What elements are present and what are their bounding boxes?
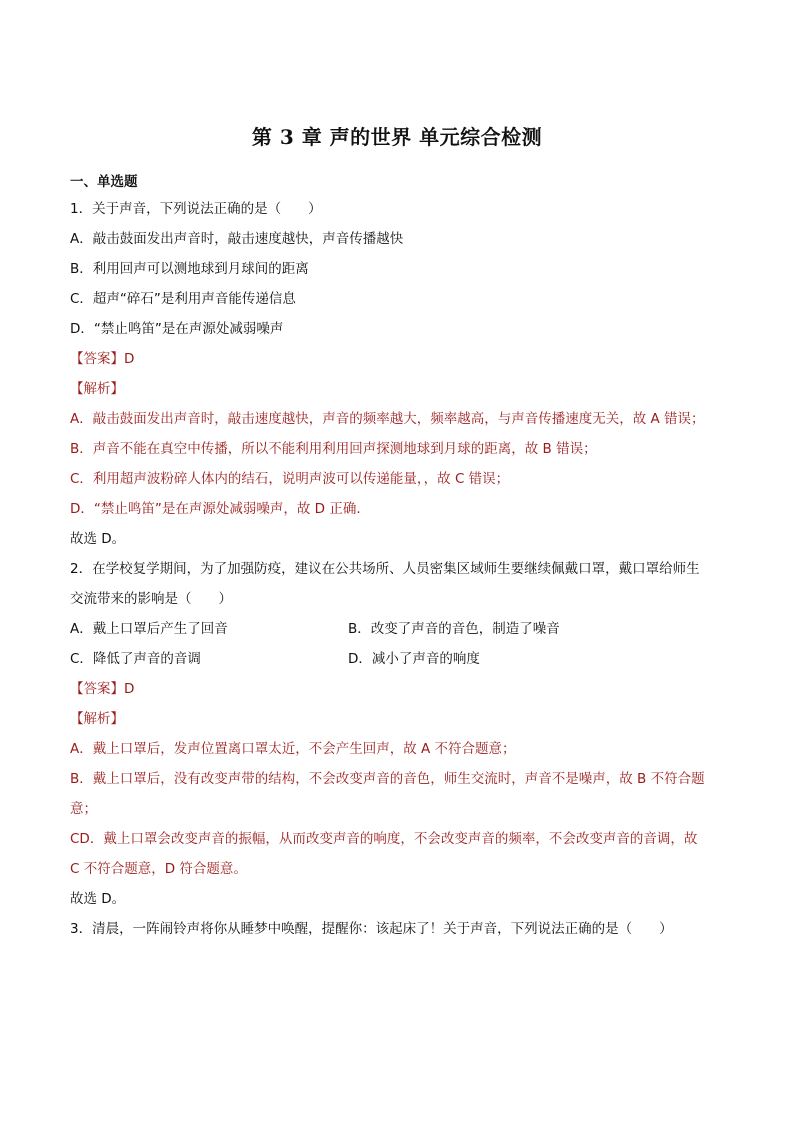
q2-option-d: D．减小了声音的响度 [348,651,480,667]
q2-analysis-a: A．戴上口罩后，发声位置离口罩太近，不会产生回声，故 A 不符合题意； [70,741,516,757]
q1-option-a: A．敲击鼓面发出声音时，敲击速度越快，声音传播越快 [70,231,404,247]
document-body [70,170,730,944]
q1-answer: 【答案】D [70,351,135,367]
section-heading: 一、单选题 [70,174,138,190]
q2-options-row1 [70,614,730,644]
q1-conclusion: 故选 D。 [70,531,126,547]
q2-option-b: B．改变了声音的音色，制造了噪音 [348,621,560,637]
q2-stem-line1: 2．在学校复学期间，为了加强防疫，建议在公共场所、人员密集区域师生要继续佩戴口罩，戴口罩给师生 [70,561,700,577]
page-title: 第 3 章 声的世界 单元综合检测 [251,125,543,149]
q1-analysis-c: C．利用超声波粉碎人体内的结石，说明声波可以传递能量，，故 C 错误； [70,471,510,487]
q2-options-row2 [70,644,730,674]
q2-analysis-label: 【解析】 [70,711,124,727]
q1-option-b: B．利用回声可以测地球到月球间的距离 [70,261,309,277]
q1-analysis-a: A．敲击鼓面发出声音时，敲击速度越快，声音的频率越大，频率越高，与声音传播速度无关，故 A 错误； [70,411,705,427]
q2-analysis-b-line2: 意； [70,801,97,817]
q1-analysis-label: 【解析】 [70,381,124,397]
q1-option-c: C．超声“碎石”是利用声音能传递信息 [70,291,296,307]
q2-option-a: A．戴上口罩后产生了回音 [70,621,228,637]
q3-stem: 3．清晨，一阵闹铃声将你从睡梦中唤醒，提醒你：该起床了！关于声音，下列说法正确的是（ ） [70,921,673,937]
q2-option-c: C．降低了声音的音调 [70,651,201,667]
q1-option-d: D．“禁止鸣笛”是在声源处减弱噪声 [70,321,284,337]
q2-analysis-cd-line1: CD．戴上口罩会改变声音的振幅，从而改变声音的响度，不会改变声音的频率，不会改变声音的音调，故 [70,831,698,847]
q1-stem: 1．关于声音，下列说法正确的是（ ） [70,201,322,217]
q2-analysis-b-line1: B．戴上口罩后，没有改变声带的结构，不会改变声音的音色，师生交流时，声音不是噪声，故 B 不符合题 [70,771,705,787]
q2-answer: 【答案】D [70,681,135,697]
q2-analysis-cd-line2: C 不符合题意，D 符合题意。 [70,861,247,877]
q1-analysis-d: D．“禁止鸣笛”是在声源处减弱噪声，故 D 正确. [70,501,361,517]
q2-stem-line2: 交流带来的影响是（ ） [70,591,232,607]
q2-conclusion: 故选 D。 [70,891,126,907]
q1-analysis-b: B．声音不能在真空中传播，所以不能利用利用回声探测地球到月球的距离，故 B 错误； [70,441,597,457]
